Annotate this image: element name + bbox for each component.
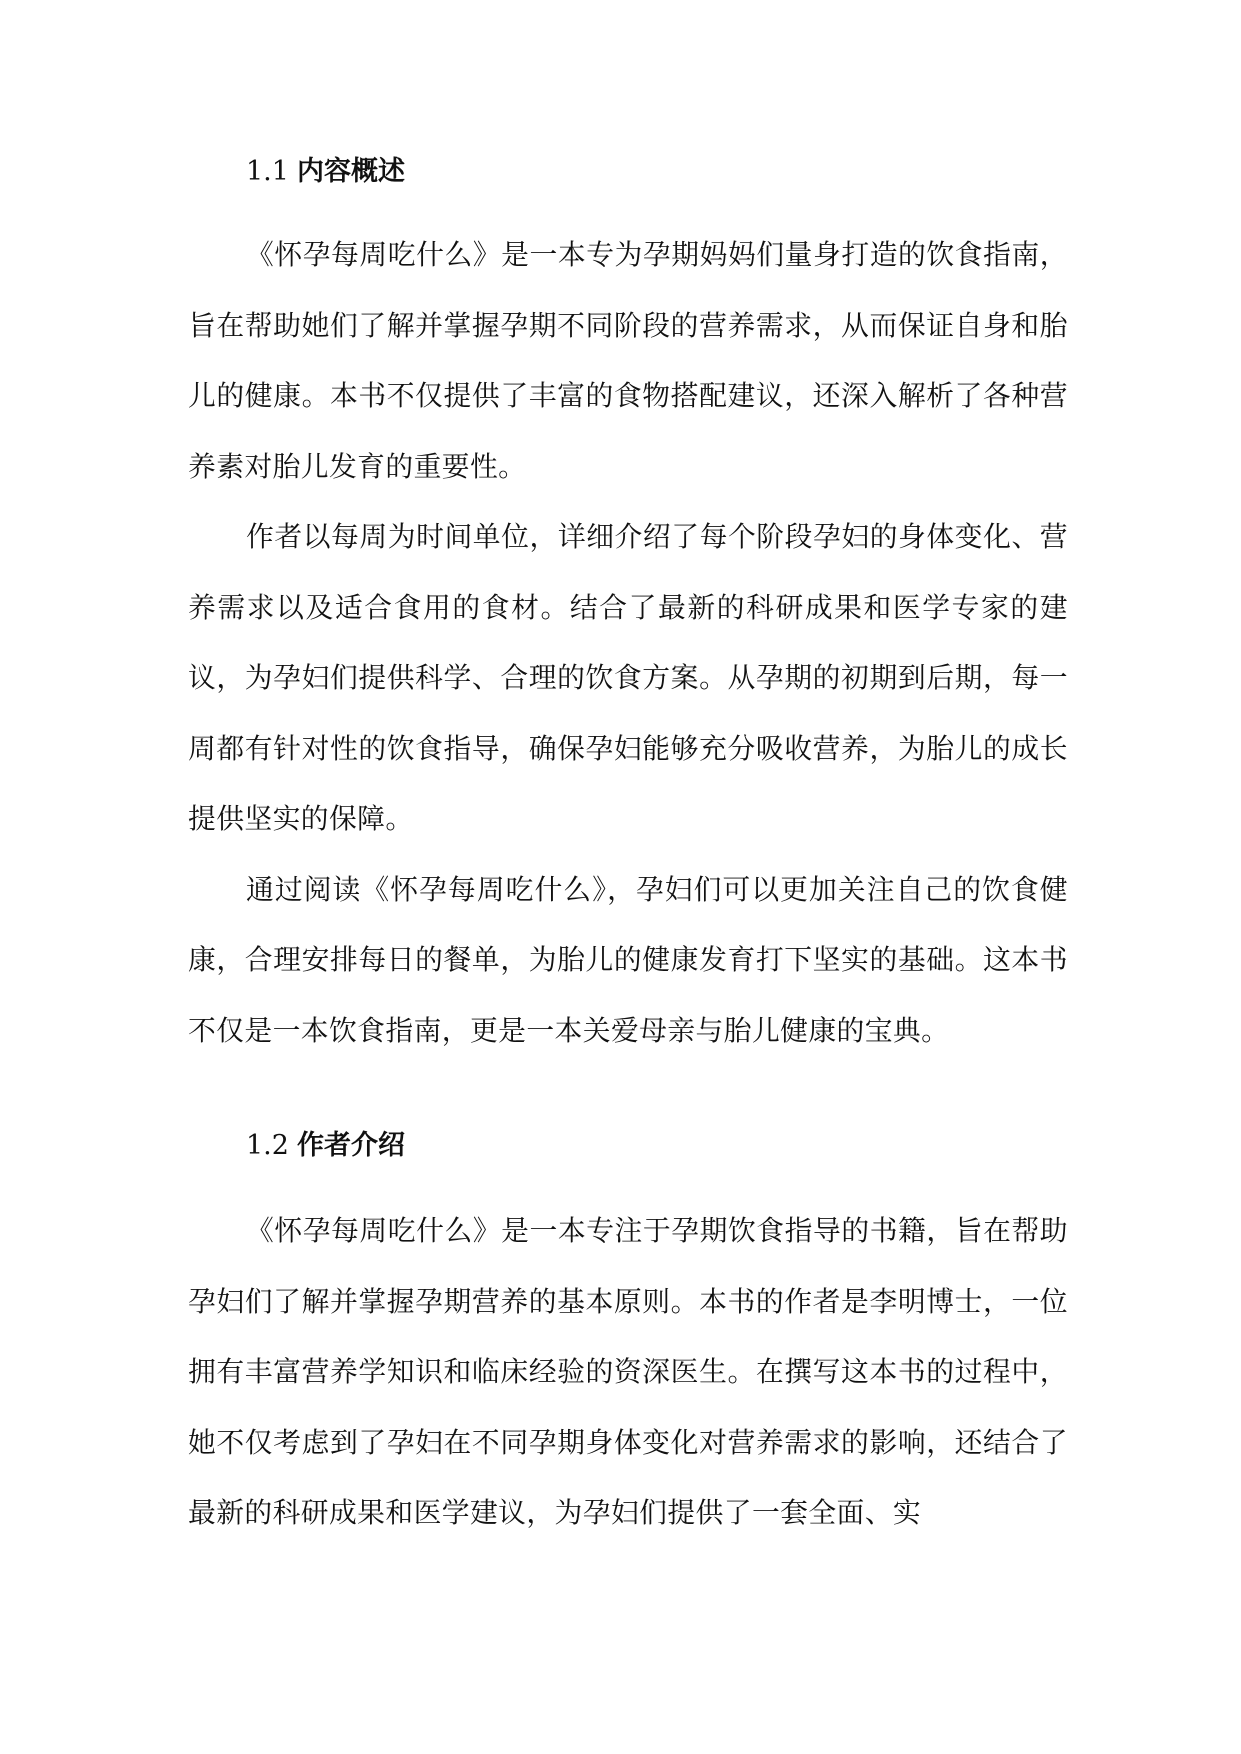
body-paragraph: 《怀孕每周吃什么》是一本专为孕期妈妈们量身打造的饮食指南，旨在帮助她们了解并掌握孕期不同阶段的营养需求，从而保证自身和胎儿的健康。本书不仅提供了丰富的食物搭配建议，还深入解析了各种营养素对胎儿发育的重要性。 [188,238,1068,483]
section-content-overview [188,150,1068,1066]
body-paragraph: 作者以每周为时间单位，详细介绍了每个阶段孕妇的身体变化、营养需求以及适合食用的食材。结合了最新的科研成果和医学专家的建议，为孕妇们提供科学、合理的饮食方案。从孕期的初期到后期，每一周都有针对性的饮食指导，确保孕妇能够充分吸收营养，为胎儿的成长提供坚实的保障。 [188,520,1068,835]
body-paragraph: 《怀孕每周吃什么》是一本专注于孕期饮食指导的书籍，旨在帮助孕妇们了解并掌握孕期营养的基本原则。本书的作者是李明博士，一位拥有丰富营养学知识和临床经验的资深医生。在撰写这本书的过程中，她不仅考虑到了孕妇在不同孕期身体变化对营养需求的影响，还结合了最新的科研成果和医学建议，为孕妇们提供了一套全面、实 [188,1214,1068,1529]
section-number: 1.1 [246,156,289,187]
section-heading [188,150,1068,194]
section-title: 作者介绍 [296,1130,405,1161]
section-title: 内容概述 [296,156,405,187]
page-content [188,150,1068,1549]
section-heading [188,1124,1068,1168]
section-author-intro [188,1124,1068,1549]
section-number: 1.2 [246,1130,289,1161]
body-paragraph: 通过阅读《怀孕每周吃什么》，孕妇们可以更加关注自己的饮食健康，合理安排每日的餐单，为胎儿的健康发育打下坚实的基础。这本书不仅是一本饮食指南，更是一本关爱母亲与胎儿健康的宝典。 [188,872,1068,1047]
